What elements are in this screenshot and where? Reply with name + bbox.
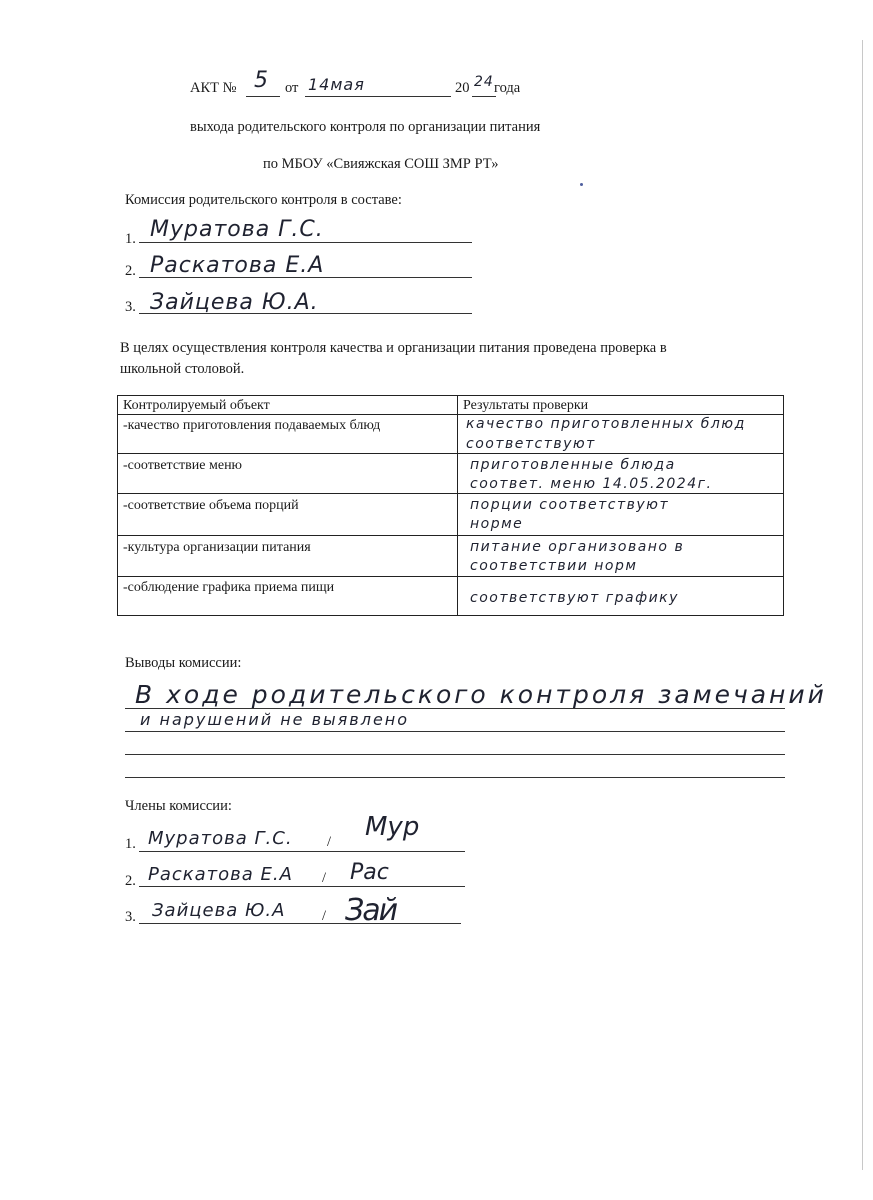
conclusions-rule-4 — [125, 777, 785, 778]
table-column-divider — [457, 396, 458, 615]
member-separator-2: / — [322, 870, 327, 886]
member-name-1: Муратова Г.С. — [148, 828, 293, 849]
table-row-divider — [118, 535, 783, 536]
year-underline — [472, 96, 496, 97]
purpose-line-1: В целях осуществления контроля качества и организации питания проведена проверка в — [120, 340, 667, 356]
member-underline-3 — [139, 923, 461, 924]
commission-num-3: 3. — [125, 299, 136, 315]
member-signature-1: Мур — [365, 812, 420, 842]
members-label: Члены комиссии: — [125, 798, 232, 814]
table-cell-result: соответствуют — [466, 436, 596, 452]
member-num-2: 2. — [125, 873, 136, 889]
table-header-object: Контролируемый объект — [123, 398, 270, 413]
act-number-underline — [246, 96, 280, 97]
act-number: 5 — [254, 68, 269, 93]
table-cell-result: порции соответствуют — [470, 497, 670, 513]
commission-intro: Комиссия родительского контроля в составе: — [125, 192, 402, 208]
commission-name-1: Муратова Г.С. — [150, 217, 324, 242]
inspection-table — [117, 395, 784, 616]
act-date: 14мая — [308, 75, 365, 94]
table-header-result: Результаты проверки — [463, 398, 589, 413]
member-underline-1 — [139, 851, 465, 852]
subtitle-line-2: по МБОУ «Свияжская СОШ ЗМР РТ» — [263, 156, 499, 172]
table-cell-result: качество приготовленных блюд — [466, 416, 746, 432]
member-num-3: 3. — [125, 909, 136, 925]
table-cell-result: соответствуют графику — [470, 590, 679, 606]
member-separator-1: / — [327, 834, 332, 850]
year-prefix: 20 — [455, 80, 470, 96]
commission-name-3: Зайцева Ю.А. — [150, 290, 319, 315]
commission-num-1: 1. — [125, 231, 136, 247]
table-row-divider — [118, 576, 783, 577]
table-row-divider — [118, 453, 783, 454]
subtitle-line-1: выхода родительского контроля по организации питания — [190, 119, 541, 135]
table-cell-object: -соответствие объема порций — [123, 498, 299, 513]
table-cell-result: соответствии норм — [470, 558, 638, 574]
commission-name-2: Раскатова Е.А — [150, 253, 325, 278]
conclusions-line-1: В ходе родительского контроля замечаний — [135, 680, 827, 709]
conclusions-rule-2 — [125, 731, 785, 732]
act-label: АКТ № — [190, 80, 237, 96]
member-signature-3: Зай — [345, 893, 397, 928]
commission-underline-1 — [139, 242, 472, 243]
commission-num-2: 2. — [125, 263, 136, 279]
member-separator-3: / — [322, 908, 327, 924]
from-label: от — [285, 80, 299, 96]
member-underline-2 — [139, 886, 465, 887]
scan-edge — [862, 40, 863, 1170]
member-name-3: Зайцева Ю.А — [152, 900, 286, 921]
purpose-line-2: школьной столовой. — [120, 361, 245, 377]
table-cell-result: питание организовано в — [470, 539, 685, 555]
table-cell-object: -культура организации питания — [123, 540, 311, 555]
member-name-2: Раскатова Е.А — [148, 864, 293, 885]
conclusions-label: Выводы комиссии: — [125, 655, 242, 671]
conclusions-line-2: и нарушений не выявлено — [140, 710, 410, 729]
year-suffix: 24 — [474, 74, 494, 90]
table-cell-object: -качество приготовления подаваемых блюд — [123, 418, 381, 433]
table-cell-object: -соблюдение графика приема пищи — [123, 580, 335, 595]
table-cell-object: -соответствие меню — [123, 458, 243, 473]
member-signature-2: Рас — [350, 860, 389, 885]
date-underline — [305, 96, 451, 97]
table-cell-result: норме — [470, 516, 524, 532]
table-cell-result: соответ. меню 14.05.2024г. — [470, 476, 713, 492]
conclusions-rule-3 — [125, 754, 785, 755]
year-word: года — [494, 80, 521, 96]
member-num-1: 1. — [125, 836, 136, 852]
table-cell-result: приготовленные блюда — [470, 457, 676, 473]
ink-speck — [580, 183, 583, 186]
